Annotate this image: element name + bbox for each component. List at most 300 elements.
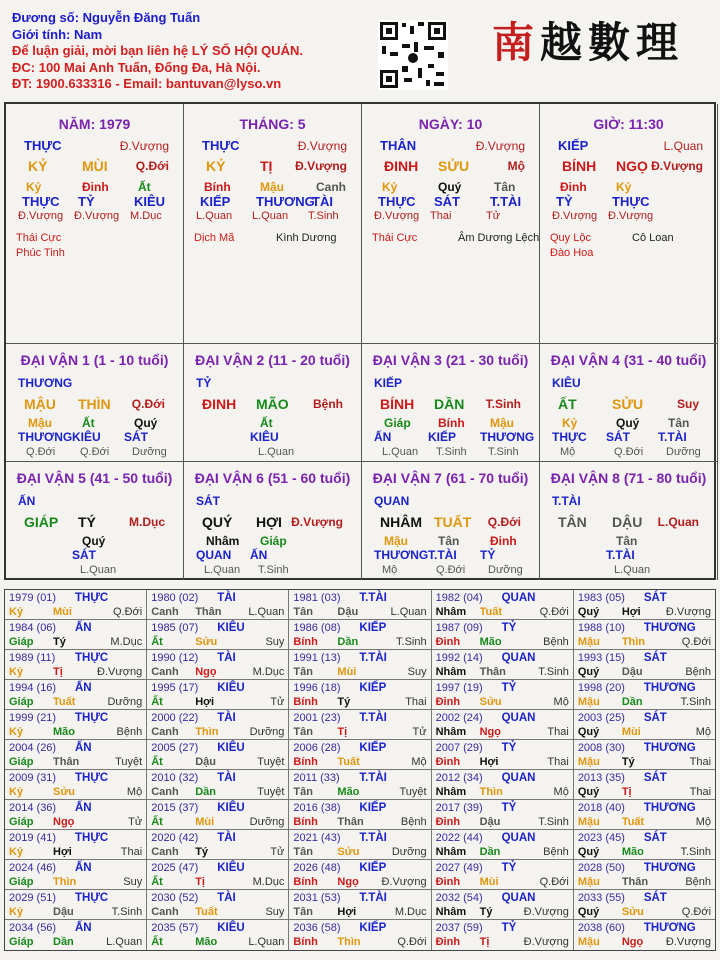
hidden-state: Mộ [560,446,576,458]
year-branch: Dậu [337,606,359,618]
logo-char: 數 [588,18,637,67]
year-state: M.Dục [394,906,427,918]
hidden-stem: Kỷ [562,416,578,430]
hidden-state: L.Quan [382,446,419,458]
year-branch: Thìn [479,786,503,798]
hidden-state: Q.Đới [614,446,644,458]
year-state: Q.Đới [681,906,712,918]
hidden-state: Mộ [382,564,398,576]
year-label: 2001 (23) [293,712,341,724]
year-state: T.Sinh [111,906,143,918]
year-branch: Mão [621,846,644,858]
year-god: SÁT [643,772,667,784]
dai-van-stem: NHÂM [380,514,422,530]
pillar-stem-rel: Q.Đới [135,159,169,173]
year-state: Thai [120,846,143,858]
year-god: THƯƠNG [643,922,696,934]
dai-van-rel: T.Sinh [485,397,521,411]
year-state: Thai [547,756,569,768]
year-state: Q.Đới [397,936,427,948]
year-cell [147,830,289,859]
star: Cô Loan [632,232,674,244]
year-god: T.TÀI [359,712,387,724]
dai-van-branch: DẬU [612,514,643,530]
pillar-stem: KỶ [206,158,226,174]
dai-van-stem: MẬU [24,396,56,412]
hidden-god: QUAN [196,548,232,562]
year-label: 2005 (27) [151,742,199,754]
year-cell [432,830,574,859]
year-cell [147,710,289,739]
year-branch: Tị [479,936,490,948]
dai-van-stem: QUÝ [202,514,233,530]
year-god: ẤN [75,922,92,934]
year-row [5,710,715,740]
year-stem: Nhâm [435,726,467,738]
year-cell [432,770,574,799]
year-state: Tuyệt [399,786,427,798]
year-stem: Giáp [9,936,34,948]
phone-email: ĐT: 1900.633316 - Email: bantuvan@lyso.vn [12,76,282,91]
year-branch: Hợi [195,696,215,708]
year-cell [574,650,715,679]
dai-van-rel: Q.Đới [131,397,165,411]
year-row [5,920,715,950]
contact-note: Để luận giải, mời bạn liên hệ LÝ SỐ HỘI QUÁN. [12,43,303,58]
year-state: Dưỡng [249,726,285,738]
dai-van-god: TỶ [196,376,212,390]
year-god: KIÊU [217,922,245,934]
year-stem: Quý [577,846,600,858]
year-god: KIÊU [217,622,245,634]
hidden-stem: Mậu [384,534,408,548]
gender: Giới tính: Nam [12,26,103,42]
year-cell [147,620,289,649]
hidden-stem: Đinh [490,534,517,548]
year-label: 2002 (24) [435,712,483,724]
year-god: SÁT [643,712,667,724]
year-branch: Thìn [621,636,646,648]
year-label: 2004 (26) [9,742,57,754]
hidden-state: L.Quan [80,564,117,576]
year-stem: Kỷ [9,606,24,618]
hidden-state: Q.Đới [26,446,56,458]
year-state: Bệnh [543,636,569,648]
hidden-stem: Ất [260,416,273,430]
year-cell [5,650,147,679]
year-stem: Bính [293,936,318,948]
pillar-title: NGÀY: 10 [418,116,483,132]
year-branch: Hợi [621,606,641,618]
year-cell [5,770,147,799]
annual-luck-table [4,589,716,951]
dai-van-title: ĐẠI VẬN 5 (41 - 50 tuổi) [16,470,173,486]
year-cell [147,770,289,799]
dai-van-cell [362,344,540,462]
dai-van-branch: MÃO [256,396,289,412]
year-row [5,740,715,770]
year-stem: Kỷ [9,906,24,918]
year-cell [147,650,289,679]
year-state: M.Dục [252,666,285,678]
hidden-god: TỶ [480,548,496,562]
hidden-god: KIÊU [250,430,279,444]
year-stem: Canh [151,906,179,918]
address: ĐC: 100 Mai Anh Tuấn, Đống Đa, Hà Nội. [12,59,261,75]
hidden-god: KIÊU [134,194,166,209]
hidden-stem: Kỷ [616,180,632,194]
year-state: Dưỡng [391,846,427,858]
dai-van-god: T.TÀI [552,494,581,508]
year-god: TÀI [217,832,236,844]
year-cell [574,830,715,859]
year-state: Tử [270,846,285,858]
year-label: 2012 (34) [435,772,483,784]
year-god: THƯƠNG [643,742,696,754]
year-branch: Thìn [195,726,219,738]
pillar-cell [540,104,718,344]
year-branch: Thân [621,876,649,888]
hidden-god: THƯƠNG [480,430,535,444]
year-branch: Thân [53,756,80,768]
year-row [5,650,715,680]
hidden-god: T.TÀI [606,548,635,562]
hidden-god: THƯƠNG [256,194,315,209]
pillar-stem: BÍNH [562,158,597,174]
year-god: ẤN [75,862,92,874]
hidden-state: Q.Đới [436,564,466,576]
pillar-god: THỰC [24,138,62,153]
year-label: 1998 (20) [577,682,625,694]
year-state: Tuyệt [257,756,285,768]
year-label: 1984 (06) [9,622,57,634]
year-state: Bệnh [400,816,427,828]
dai-van-branch: THÌN [78,396,111,412]
year-stem: Canh [151,786,179,798]
year-cell [574,590,715,619]
year-state: Đ.Vượng [523,936,569,948]
year-branch: Dần [337,636,359,648]
year-god: KIẾP [359,742,387,754]
year-label: 1980 (02) [151,592,199,604]
year-branch: Thân [195,606,222,618]
year-stem: Ất [151,636,163,648]
year-label: 1999 (21) [9,712,57,724]
year-stem: Kỷ [9,726,24,738]
year-label: 2037 (59) [435,922,483,934]
year-row [5,620,715,650]
year-state: Bệnh [685,876,712,888]
year-cell [147,920,289,950]
year-branch: Tý [479,906,493,918]
year-god: TÀI [217,772,236,784]
year-row [5,770,715,800]
dai-van-title: ĐẠI VẬN 3 (21 - 30 tuổi) [372,352,529,368]
year-cell [5,590,147,619]
year-stem: Tân [293,786,313,798]
hidden-stem: Kỷ [382,180,398,194]
hidden-stem: Bính [204,180,231,194]
year-state: T.Sinh [538,666,569,678]
year-god: TỶ [501,622,517,634]
hidden-stem: Giáp [260,534,287,548]
dai-van-stem: ĐINH [202,396,237,412]
star: Phúc Tinh [16,247,65,259]
hidden-state: Dưỡng [488,564,523,576]
hidden-state: Đ.Vượng [552,210,598,222]
hidden-god: T.TÀI [658,430,687,444]
dai-van-branch: DẦN [434,396,465,412]
year-cell [147,890,289,919]
dai-van-stem: ẤT [558,396,577,412]
year-god: T.TÀI [359,832,387,844]
hidden-stem: Ất [138,180,151,194]
hidden-god: T.TÀI [428,548,457,562]
year-stem: Mậu [577,816,600,828]
year-label: 2009 (31) [9,772,57,784]
year-row [5,590,715,620]
year-god: T.TÀI [359,652,387,664]
year-row [5,860,715,890]
year-label: 2028 (50) [577,862,625,874]
pillar-cell [362,104,540,344]
year-label: 2018 (40) [577,802,625,814]
year-branch: Tị [621,786,632,798]
pillar-title: THÁNG: 5 [239,116,306,132]
pillar-god: THÂN [380,138,417,153]
year-stem: Canh [151,726,179,738]
dai-van-god: SÁT [196,494,220,508]
year-god: SÁT [643,652,667,664]
year-stem: Quý [577,906,600,918]
year-god: SÁT [643,832,667,844]
year-god: QUAN [501,652,536,664]
year-stem: Bính [293,816,318,828]
year-cell [289,830,431,859]
pillar-title: NĂM: 1979 [58,116,131,132]
hidden-god: TỶ [556,194,573,209]
year-stem: Ất [151,756,163,768]
star: Thái Cực [372,232,418,244]
year-stem: Canh [151,666,179,678]
hidden-god: ẤN [250,548,268,562]
year-god: THỰC [75,892,109,904]
year-cell [574,920,715,950]
year-cell [289,860,431,889]
dai-van-rel: Q.Đới [487,515,521,529]
year-cell [5,920,147,950]
year-branch: Dần [479,846,501,858]
year-cell [289,890,431,919]
year-cell [432,590,574,619]
year-row [5,830,715,860]
year-god: THƯƠNG [643,682,696,694]
year-god: KIÊU [217,802,245,814]
year-god: TÀI [217,652,236,664]
year-cell [289,590,431,619]
year-branch: Mùi [337,666,357,678]
year-god: QUAN [501,772,536,784]
year-label: 2000 (22) [151,712,199,724]
dai-van-title: ĐẠI VẬN 2 (11 - 20 tuổi) [195,352,350,368]
year-cell [574,860,715,889]
hidden-god: THỰC [378,194,416,209]
year-god: QUAN [501,832,536,844]
year-state: L.Quan [106,936,143,948]
year-state: M.Dục [110,636,143,648]
year-branch: Tị [53,666,63,678]
year-label: 2008 (30) [577,742,625,754]
year-label: 1995 (17) [151,682,199,694]
year-stem: Mậu [577,636,600,648]
hidden-god: SÁT [434,194,460,209]
year-branch: Sửu [195,636,218,648]
year-branch: Mùi [479,876,499,888]
star: Đào Hoa [550,247,594,259]
year-stem: Kỷ [9,666,24,678]
year-label: 2024 (46) [9,862,57,874]
year-label: 2025 (47) [151,862,199,874]
year-branch: Sửu [479,696,502,708]
dai-van-stem: TÂN [558,514,587,530]
year-label: 2036 (58) [293,922,341,934]
hidden-state: M.Dục [130,210,162,222]
year-label: 2027 (49) [435,862,483,874]
hidden-stem: Đinh [560,180,587,194]
pillar-god: THỰC [202,138,240,153]
star: Thái Cực [16,232,62,244]
year-stem: Mậu [577,756,600,768]
year-cell [432,920,574,950]
qr-code-icon [378,20,448,90]
year-god: QUAN [501,592,536,604]
dai-van-rel: L.Quan [657,515,699,529]
year-stem: Mậu [577,936,600,948]
year-god: KIÊU [217,682,245,694]
year-branch: Thìn [53,876,77,888]
year-state: L.Quan [248,936,285,948]
year-god: T.TÀI [359,772,387,784]
year-label: 2029 (51) [9,892,57,904]
year-god: TÀI [217,892,236,904]
year-label: 2019 (41) [9,832,57,844]
year-label: 1987 (09) [435,622,483,634]
year-branch: Ngọ [195,666,217,678]
year-stem: Đinh [435,696,461,708]
hidden-god: SÁT [72,548,96,562]
hidden-stem: Tân [616,534,638,548]
year-cell [289,680,431,709]
year-stem: Đinh [435,936,461,948]
year-state: Q.Đới [681,636,712,648]
year-branch: Ngọ [53,816,75,828]
year-god: KIẾP [359,802,387,814]
pillar-branch: MÙI [82,158,108,174]
hidden-stem: Tân [438,534,460,548]
hidden-state: Dưỡng [666,446,701,458]
year-stem: Nhâm [435,786,467,798]
year-branch: Tý [195,846,209,858]
year-cell [432,800,574,829]
year-god: T.TÀI [359,592,387,604]
year-branch: Tuất [621,816,645,828]
logo-char: 越 [540,18,589,67]
hidden-state: L.Quan [204,564,241,576]
hidden-stem: Quý [82,534,106,548]
year-stem: Canh [151,846,179,858]
year-label: 1993 (15) [577,652,625,664]
hidden-stem: Quý [616,416,640,430]
year-label: 2017 (39) [435,802,483,814]
year-state: Q.Đới [539,606,569,618]
year-branch: Sửu [621,906,644,918]
year-state: Mộ [553,696,569,708]
year-cell [289,620,431,649]
year-cell [289,800,431,829]
year-stem: Tân [293,666,313,678]
year-god: THỰC [75,832,109,844]
year-label: 2035 (57) [151,922,199,934]
year-stem: Giáp [9,696,34,708]
hidden-state: Đ.Vượng [74,210,120,222]
dai-van-cell [362,462,540,580]
year-cell [574,620,715,649]
dai-van-god: KIÊU [552,376,581,390]
dai-van-cell [540,344,718,462]
hidden-god: SÁT [606,430,630,444]
year-label: 1990 (12) [151,652,199,664]
year-state: Q.Đới [539,876,569,888]
year-branch: Dần [621,696,643,708]
star: Âm Dương Lệch [458,232,540,244]
hidden-state: T.Sinh [258,564,289,576]
year-stem: Nhâm [435,846,467,858]
year-state: T.Sinh [680,846,712,858]
year-label: 2022 (44) [435,832,483,844]
year-branch: Thân [479,666,506,678]
hidden-stem: Ất [82,416,95,430]
pillar-state: L.Quan [663,139,703,153]
year-branch: Tuất [479,606,503,618]
year-stem: Nhâm [435,906,467,918]
year-god: QUAN [501,892,536,904]
year-branch: Dậu [479,816,501,828]
year-label: 1983 (05) [577,592,625,604]
dai-van-stem: BÍNH [380,396,415,412]
year-branch: Mùi [53,606,72,618]
year-god: THƯƠNG [643,862,696,874]
year-label: 1991 (13) [293,652,341,664]
dai-van-branch: TUẤT [434,514,472,530]
dai-van-branch: TÝ [78,514,96,530]
year-state: Suy [407,666,427,678]
dai-van-god: ẤN [18,494,36,508]
year-label: 2032 (54) [435,892,483,904]
year-stem: Tân [293,606,313,618]
year-state: Mộ [695,816,712,828]
year-god: QUAN [501,712,536,724]
year-state: L.Quan [248,606,285,618]
year-stem: Tân [293,846,313,858]
dai-van-rel: Bệnh [313,397,343,411]
year-label: 2011 (33) [293,772,340,784]
year-state: Suy [123,876,143,888]
hidden-god: THỰC [22,194,60,209]
year-cell [574,710,715,739]
year-state: Tử [270,696,285,708]
year-label: 2006 (28) [293,742,341,754]
pillar-stem-rel: Đ.Vượng [651,159,703,173]
